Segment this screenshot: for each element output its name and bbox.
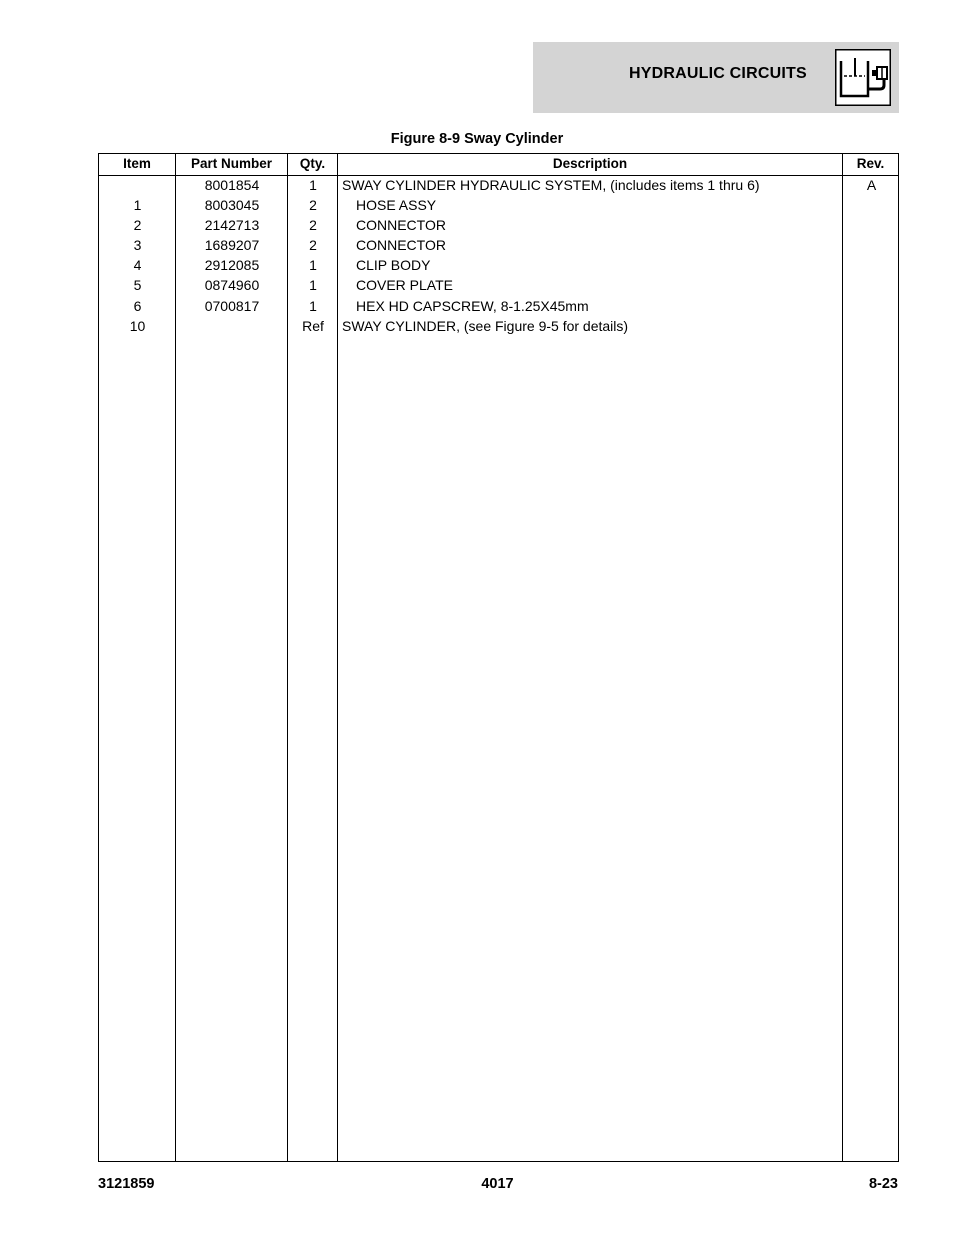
table-body <box>99 177 898 338</box>
qty-cell: 2 <box>309 197 317 214</box>
table-row <box>99 298 898 318</box>
section-title: HYDRAULIC CIRCUITS <box>629 65 807 82</box>
item-cell: 6 <box>133 297 142 314</box>
item-cell: 4 <box>133 257 142 274</box>
description-cell: CLIP BODY <box>356 257 431 274</box>
qty-cell: 1 <box>309 297 317 314</box>
table-row <box>99 177 898 197</box>
table-row <box>99 257 898 277</box>
table-row <box>99 197 898 217</box>
qty-cell: 1 <box>309 277 317 294</box>
part-number-cell: 2912085 <box>204 257 260 274</box>
figure-title: Figure 8-9 Sway Cylinder <box>390 131 564 147</box>
description-cell: SWAY CYLINDER HYDRAULIC SYSTEM, (includes items 1 thru 6) <box>342 177 760 193</box>
hydraulic-circuit-icon <box>835 49 891 106</box>
part-number-cell: 8003045 <box>204 197 260 214</box>
footer-doc-number: 3121859 <box>98 1176 155 1192</box>
rev-cell: A <box>866 177 877 193</box>
part-number-cell: 8001854 <box>204 177 260 193</box>
item-cell: 10 <box>129 317 146 334</box>
part-number-cell: 1689207 <box>204 237 260 254</box>
description-cell: CONNECTOR <box>356 217 446 234</box>
qty-cell: 2 <box>309 217 317 234</box>
table-row <box>99 217 898 237</box>
section-header <box>533 42 899 113</box>
qty-cell: Ref <box>302 317 324 334</box>
footer-model: 4017 <box>481 1176 514 1192</box>
description-cell: COVER PLATE <box>356 277 453 294</box>
footer-page-number: 8-23 <box>868 1176 898 1192</box>
description-cell: SWAY CYLINDER, (see Figure 9-5 for details) <box>342 317 629 334</box>
column-header-qty: Qty. <box>299 156 326 171</box>
column-header-rev: Rev. <box>856 156 885 171</box>
column-header-description: Description <box>552 156 628 171</box>
description-cell: HEX HD CAPSCREW, 8-1.25X45mm <box>356 297 589 314</box>
qty-cell: 1 <box>309 257 317 274</box>
part-number-cell: 2142713 <box>204 217 260 234</box>
item-cell: 5 <box>133 277 142 294</box>
table-row <box>99 318 898 338</box>
column-header-item: Item <box>123 156 151 171</box>
item-cell: 1 <box>133 197 142 214</box>
qty-cell: 1 <box>309 177 317 193</box>
item-cell: 2 <box>133 217 142 234</box>
description-cell: CONNECTOR <box>356 237 446 254</box>
column-header-part-number: Part Number <box>190 156 273 171</box>
item-cell: 3 <box>133 237 142 254</box>
header-divider <box>99 175 898 176</box>
qty-cell: 2 <box>309 237 317 254</box>
table-row <box>99 237 898 257</box>
part-number-cell: 0700817 <box>204 297 260 314</box>
part-number-cell: 0874960 <box>204 277 260 294</box>
table-row <box>99 277 898 297</box>
description-cell: HOSE ASSY <box>356 197 437 214</box>
parts-table <box>98 153 899 1162</box>
